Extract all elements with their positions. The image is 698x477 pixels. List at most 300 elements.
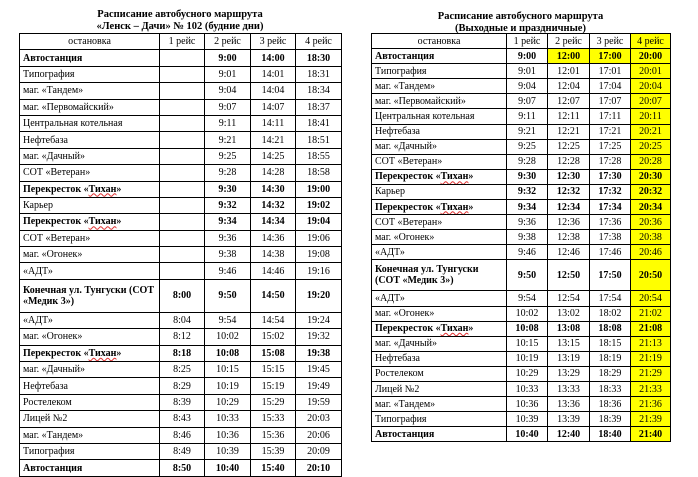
trip-1-time <box>160 165 205 181</box>
trip-2-time: 13:39 <box>548 412 590 427</box>
table-row <box>372 124 671 139</box>
trip-4-time: 21:29 <box>631 366 671 381</box>
trip-2-time: 12:28 <box>548 154 590 169</box>
trip-1-time <box>160 66 205 82</box>
stop-name: маг. «Тандем» <box>372 79 507 94</box>
table-row <box>372 306 671 321</box>
trip-3-time: 17:07 <box>590 94 631 109</box>
trip-2-time: 13:36 <box>548 397 590 412</box>
weekday-schedule-table <box>19 33 342 477</box>
weekend-title-line2: (Выходные и праздничные) <box>455 23 586 34</box>
trip-3-time: 17:30 <box>590 169 631 184</box>
table-row <box>20 230 342 246</box>
table-row <box>372 64 671 79</box>
header-trip-1: 1 рейс <box>160 34 205 50</box>
stop-name: маг. «Первомайский» <box>20 99 160 115</box>
trip-1-time <box>160 214 205 230</box>
trip-2-time: 12:07 <box>548 94 590 109</box>
trip-3-time: 15:19 <box>251 378 296 394</box>
trip-2-time: 9:11 <box>205 115 251 131</box>
stop-name: Карьер <box>20 197 160 213</box>
weekend-title <box>371 0 670 33</box>
stop-name: маг. «Дачный» <box>20 362 160 378</box>
trip-2-time: 12:40 <box>548 427 590 442</box>
trip-2-time: 9:25 <box>205 148 251 164</box>
stop-name: Конечная ул. Тунгуски (СОТ «Медик 3») <box>20 279 160 312</box>
trip-2-time: 12:34 <box>548 200 590 215</box>
table-row <box>20 197 342 213</box>
trip-3-time: 14:21 <box>251 132 296 148</box>
trip-4-time: 18:31 <box>296 66 342 82</box>
trip-4-time: 19:06 <box>296 230 342 246</box>
trip-4-time: 20:38 <box>631 230 671 245</box>
trip-3-time: 15:29 <box>251 394 296 410</box>
stop-name: Ростелеком <box>20 394 160 410</box>
table-row <box>20 115 342 131</box>
table-row <box>20 99 342 115</box>
trip-1-time <box>160 132 205 148</box>
stop-name: Конечная ул. Тунгуски (СОТ «Медик 3») <box>372 260 507 291</box>
table-header-row <box>20 34 342 50</box>
weekday-title <box>19 0 341 33</box>
trip-2-time: 12:04 <box>548 79 590 94</box>
trip-3-time: 15:36 <box>251 427 296 443</box>
table-row <box>372 397 671 412</box>
weekend-title-line1: Расписание автобусного маршрута <box>437 11 604 22</box>
trip-4-time: 19:32 <box>296 329 342 345</box>
trip-1-time: 10:39 <box>507 412 548 427</box>
stop-name: Нефтебаза <box>372 351 507 366</box>
trip-4-time: 20:03 <box>296 411 342 427</box>
stop-name: Автостанция <box>372 427 507 442</box>
trip-3-time: 14:01 <box>251 66 296 82</box>
table-row <box>20 460 342 476</box>
trip-1-time: 8:04 <box>160 312 205 328</box>
weekday-title-line1: Расписание автобусного маршрута <box>97 9 263 20</box>
trip-2-time: 9:28 <box>205 165 251 181</box>
trip-4-time: 21:40 <box>631 427 671 442</box>
trip-2-time: 13:33 <box>548 381 590 396</box>
trip-3-time: 15:33 <box>251 411 296 427</box>
trip-1-time: 10:40 <box>507 427 548 442</box>
trip-3-time: 17:54 <box>590 291 631 306</box>
table-row <box>20 165 342 181</box>
stop-name: Ростелеком <box>372 366 507 381</box>
trip-3-time: 17:25 <box>590 139 631 154</box>
trip-2-time: 9:01 <box>205 66 251 82</box>
header-trip-4: 4 рейс <box>631 34 671 49</box>
trip-4-time: 20:00 <box>631 49 671 64</box>
table-row <box>20 329 342 345</box>
trip-4-time: 21:13 <box>631 336 671 351</box>
table-row <box>20 279 342 312</box>
stop-name: маг. «Дачный» <box>372 139 507 154</box>
table-row <box>20 214 342 230</box>
trip-4-time: 18:37 <box>296 99 342 115</box>
trip-1-time <box>160 115 205 131</box>
trip-4-time: 20:10 <box>296 460 342 476</box>
trip-2-time: 12:00 <box>548 49 590 64</box>
trip-2-time: 12:25 <box>548 139 590 154</box>
trip-2-time: 10:08 <box>205 345 251 361</box>
table-row <box>372 169 671 184</box>
trip-2-time: 10:39 <box>205 443 251 459</box>
header-trip-1: 1 рейс <box>507 34 548 49</box>
trip-1-time: 8:46 <box>160 427 205 443</box>
header-trip-4: 4 рейс <box>296 34 342 50</box>
trip-1-time: 10:15 <box>507 336 548 351</box>
stop-name: Автостанция <box>20 460 160 476</box>
trip-1-time: 9:46 <box>507 245 548 260</box>
trip-3-time: 14:30 <box>251 181 296 197</box>
table-row <box>372 109 671 124</box>
trip-1-time: 8:29 <box>160 378 205 394</box>
trip-3-time: 18:40 <box>590 427 631 442</box>
trip-4-time: 20:07 <box>631 94 671 109</box>
trip-1-time <box>160 99 205 115</box>
trip-3-time: 15:40 <box>251 460 296 476</box>
table-row <box>372 49 671 64</box>
trip-3-time: 14:00 <box>251 50 296 66</box>
trip-1-time <box>160 247 205 263</box>
trip-1-time <box>160 230 205 246</box>
header-stop: остановка <box>372 34 507 49</box>
stop-name: Нефтебаза <box>20 132 160 148</box>
trip-4-time: 21:39 <box>631 412 671 427</box>
trip-4-time: 19:00 <box>296 181 342 197</box>
trip-1-time: 9:32 <box>507 184 548 199</box>
table-row <box>20 247 342 263</box>
trip-3-time: 17:00 <box>590 49 631 64</box>
stop-name: «АДТ» <box>20 312 160 328</box>
trip-3-time: 14:38 <box>251 247 296 263</box>
trip-4-time: 20:11 <box>631 109 671 124</box>
trip-1-time: 8:25 <box>160 362 205 378</box>
stop-name: Карьер <box>372 184 507 199</box>
stop-name: СОТ «Ветеран» <box>372 154 507 169</box>
header-stop: остановка <box>20 34 160 50</box>
trip-1-time: 8:18 <box>160 345 205 361</box>
trip-2-time: 10:02 <box>205 329 251 345</box>
trip-4-time: 20:46 <box>631 245 671 260</box>
stop-name: Перекресток «Тихан» <box>372 200 507 215</box>
trip-4-time: 20:06 <box>296 427 342 443</box>
trip-3-time: 18:15 <box>590 336 631 351</box>
table-row <box>20 345 342 361</box>
stop-name: Типография <box>20 66 160 82</box>
stop-name: «АДТ» <box>372 245 507 260</box>
trip-4-time: 20:21 <box>631 124 671 139</box>
trip-3-time: 14:11 <box>251 115 296 131</box>
trip-2-time: 9:04 <box>205 83 251 99</box>
table-row <box>372 215 671 230</box>
table-row <box>20 427 342 443</box>
trip-4-time: 18:34 <box>296 83 342 99</box>
trip-3-time: 14:28 <box>251 165 296 181</box>
stop-name: Типография <box>20 443 160 459</box>
header-trip-3: 3 рейс <box>251 34 296 50</box>
trip-1-time: 9:25 <box>507 139 548 154</box>
stop-name: Перекресток «Тихан» <box>372 321 507 336</box>
trip-2-time: 10:40 <box>205 460 251 476</box>
trip-3-time: 17:28 <box>590 154 631 169</box>
trip-4-time: 20:30 <box>631 169 671 184</box>
trip-1-time: 9:34 <box>507 200 548 215</box>
trip-3-time: 14:46 <box>251 263 296 279</box>
stop-name: Автостанция <box>372 49 507 64</box>
table-row <box>372 260 671 291</box>
trip-4-time: 21:08 <box>631 321 671 336</box>
trip-2-time: 9:38 <box>205 247 251 263</box>
trip-2-time: 12:46 <box>548 245 590 260</box>
trip-2-time: 10:15 <box>205 362 251 378</box>
stop-name: Центральная котельная <box>372 109 507 124</box>
stop-name: Нефтебаза <box>20 378 160 394</box>
stop-name: маг. «Тандем» <box>20 427 160 443</box>
trip-3-time: 14:04 <box>251 83 296 99</box>
trip-4-time: 19:24 <box>296 312 342 328</box>
trip-4-time: 21:36 <box>631 397 671 412</box>
trip-3-time: 18:02 <box>590 306 631 321</box>
trip-3-time: 17:21 <box>590 124 631 139</box>
trip-2-time: 9:21 <box>205 132 251 148</box>
stop-name: «АДТ» <box>372 291 507 306</box>
trip-2-time: 13:19 <box>548 351 590 366</box>
trip-3-time: 17:36 <box>590 215 631 230</box>
trip-3-time: 18:19 <box>590 351 631 366</box>
table-row <box>372 200 671 215</box>
stop-name: Перекресток «Тихан» <box>372 169 507 184</box>
trip-1-time <box>160 83 205 99</box>
trip-1-time: 10:36 <box>507 397 548 412</box>
table-row <box>372 139 671 154</box>
stop-name: «АДТ» <box>20 263 160 279</box>
trip-4-time: 19:20 <box>296 279 342 312</box>
trip-1-time: 9:07 <box>507 94 548 109</box>
trip-1-time: 8:43 <box>160 411 205 427</box>
stop-name: Нефтебаза <box>372 124 507 139</box>
stop-name: СОТ «Ветеран» <box>372 215 507 230</box>
stop-name: Типография <box>372 64 507 79</box>
trip-4-time: 20:25 <box>631 139 671 154</box>
table-header-row <box>372 34 671 49</box>
table-row <box>372 154 671 169</box>
trip-3-time: 17:32 <box>590 184 631 199</box>
trip-1-time: 9:01 <box>507 64 548 79</box>
table-row <box>372 230 671 245</box>
trip-2-time: 12:36 <box>548 215 590 230</box>
trip-1-time: 8:12 <box>160 329 205 345</box>
trip-3-time: 17:46 <box>590 245 631 260</box>
stop-name: маг. «Огонек» <box>20 247 160 263</box>
trip-3-time: 17:34 <box>590 200 631 215</box>
trip-2-time: 10:19 <box>205 378 251 394</box>
trip-1-time: 9:00 <box>507 49 548 64</box>
trip-1-time: 10:33 <box>507 381 548 396</box>
stop-name: СОТ «Ветеран» <box>20 165 160 181</box>
table-row <box>372 412 671 427</box>
header-trip-2: 2 рейс <box>548 34 590 49</box>
trip-1-time: 9:30 <box>507 169 548 184</box>
trip-1-time <box>160 148 205 164</box>
stop-name: Лицей №2 <box>20 411 160 427</box>
trip-3-time: 14:32 <box>251 197 296 213</box>
trip-1-time <box>160 50 205 66</box>
trip-1-time: 9:28 <box>507 154 548 169</box>
trip-1-time <box>160 263 205 279</box>
table-row <box>20 312 342 328</box>
trip-3-time: 15:08 <box>251 345 296 361</box>
table-row <box>372 381 671 396</box>
trip-2-time: 10:29 <box>205 394 251 410</box>
table-row <box>20 394 342 410</box>
table-row <box>372 321 671 336</box>
trip-4-time: 18:51 <box>296 132 342 148</box>
trip-1-time: 8:49 <box>160 443 205 459</box>
table-row <box>20 263 342 279</box>
trip-4-time: 18:55 <box>296 148 342 164</box>
trip-2-time: 12:32 <box>548 184 590 199</box>
trip-1-time: 9:50 <box>507 260 548 291</box>
trip-2-time: 9:34 <box>205 214 251 230</box>
table-row <box>372 245 671 260</box>
trip-3-time: 15:02 <box>251 329 296 345</box>
trip-4-time: 20:34 <box>631 200 671 215</box>
table-row <box>20 378 342 394</box>
trip-4-time: 19:02 <box>296 197 342 213</box>
stop-name: Лицей №2 <box>372 381 507 396</box>
table-row <box>372 427 671 442</box>
trip-4-time: 19:45 <box>296 362 342 378</box>
trip-3-time: 18:29 <box>590 366 631 381</box>
trip-3-time: 17:38 <box>590 230 631 245</box>
table-row <box>20 83 342 99</box>
stop-name: СОТ «Ветеран» <box>20 230 160 246</box>
trip-2-time: 13:08 <box>548 321 590 336</box>
trip-2-time: 12:38 <box>548 230 590 245</box>
trip-4-time: 19:08 <box>296 247 342 263</box>
trip-1-time: 9:21 <box>507 124 548 139</box>
trip-4-time: 21:19 <box>631 351 671 366</box>
trip-3-time: 14:07 <box>251 99 296 115</box>
trip-2-time: 12:21 <box>548 124 590 139</box>
trip-3-time: 14:25 <box>251 148 296 164</box>
trip-2-time: 13:15 <box>548 336 590 351</box>
trip-4-time: 21:33 <box>631 381 671 396</box>
trip-3-time: 18:36 <box>590 397 631 412</box>
trip-2-time: 9:32 <box>205 197 251 213</box>
trip-2-time: 9:36 <box>205 230 251 246</box>
weekday-schedule-panel <box>19 0 341 477</box>
header-trip-2: 2 рейс <box>205 34 251 50</box>
table-row <box>372 291 671 306</box>
trip-4-time: 21:02 <box>631 306 671 321</box>
trip-1-time: 9:36 <box>507 215 548 230</box>
stop-name: маг. «Первомайский» <box>372 94 507 109</box>
stop-name: маг. «Огонек» <box>372 306 507 321</box>
trip-3-time: 15:39 <box>251 443 296 459</box>
trip-4-time: 20:09 <box>296 443 342 459</box>
table-row <box>20 362 342 378</box>
trip-4-time: 18:41 <box>296 115 342 131</box>
trip-1-time: 10:08 <box>507 321 548 336</box>
table-row <box>20 148 342 164</box>
table-row <box>20 66 342 82</box>
trip-4-time: 20:54 <box>631 291 671 306</box>
trip-2-time: 9:50 <box>205 279 251 312</box>
table-row <box>372 94 671 109</box>
trip-3-time: 17:11 <box>590 109 631 124</box>
trip-4-time: 18:30 <box>296 50 342 66</box>
trip-3-time: 14:54 <box>251 312 296 328</box>
trip-3-time: 14:50 <box>251 279 296 312</box>
trip-4-time: 19:38 <box>296 345 342 361</box>
trip-2-time: 13:29 <box>548 366 590 381</box>
table-row <box>20 443 342 459</box>
table-row <box>372 351 671 366</box>
trip-3-time: 17:01 <box>590 64 631 79</box>
trip-1-time: 9:38 <box>507 230 548 245</box>
trip-2-time: 10:36 <box>205 427 251 443</box>
weekday-title-line2: «Ленск – Дачи» № 102 (будние дни) <box>96 21 264 32</box>
trip-4-time: 20:50 <box>631 260 671 291</box>
trip-3-time: 14:34 <box>251 214 296 230</box>
weekend-schedule-panel <box>371 0 670 442</box>
stop-name: Перекресток «Тихан» <box>20 181 160 197</box>
trip-2-time: 9:07 <box>205 99 251 115</box>
trip-1-time: 10:29 <box>507 366 548 381</box>
trip-1-time: 10:02 <box>507 306 548 321</box>
trip-1-time: 8:39 <box>160 394 205 410</box>
header-trip-3: 3 рейс <box>590 34 631 49</box>
trip-4-time: 19:49 <box>296 378 342 394</box>
stop-name: Центральная котельная <box>20 115 160 131</box>
table-row <box>20 411 342 427</box>
stop-name: маг. «Огонек» <box>372 230 507 245</box>
trip-2-time: 9:54 <box>205 312 251 328</box>
trip-4-time: 18:58 <box>296 165 342 181</box>
table-row <box>372 79 671 94</box>
weekend-schedule-table <box>371 33 671 442</box>
trip-1-time: 8:50 <box>160 460 205 476</box>
trip-3-time: 18:08 <box>590 321 631 336</box>
trip-3-time: 17:50 <box>590 260 631 291</box>
trip-4-time: 20:01 <box>631 64 671 79</box>
stop-name: Типография <box>372 412 507 427</box>
trip-1-time: 9:54 <box>507 291 548 306</box>
trip-4-time: 19:59 <box>296 394 342 410</box>
trip-3-time: 18:39 <box>590 412 631 427</box>
trip-1-time <box>160 197 205 213</box>
trip-2-time: 9:46 <box>205 263 251 279</box>
trip-1-time: 9:04 <box>507 79 548 94</box>
stop-name: маг. «Дачный» <box>20 148 160 164</box>
table-row <box>372 366 671 381</box>
table-row <box>372 336 671 351</box>
stop-name: Автостанция <box>20 50 160 66</box>
table-row <box>20 132 342 148</box>
table-row <box>20 181 342 197</box>
trip-3-time: 18:33 <box>590 381 631 396</box>
trip-4-time: 20:36 <box>631 215 671 230</box>
trip-2-time: 10:33 <box>205 411 251 427</box>
stop-name: маг. «Дачный» <box>372 336 507 351</box>
trip-3-time: 14:36 <box>251 230 296 246</box>
stop-name: Перекресток «Тихан» <box>20 345 160 361</box>
trip-2-time: 12:30 <box>548 169 590 184</box>
trip-2-time: 12:01 <box>548 64 590 79</box>
trip-1-time: 8:00 <box>160 279 205 312</box>
